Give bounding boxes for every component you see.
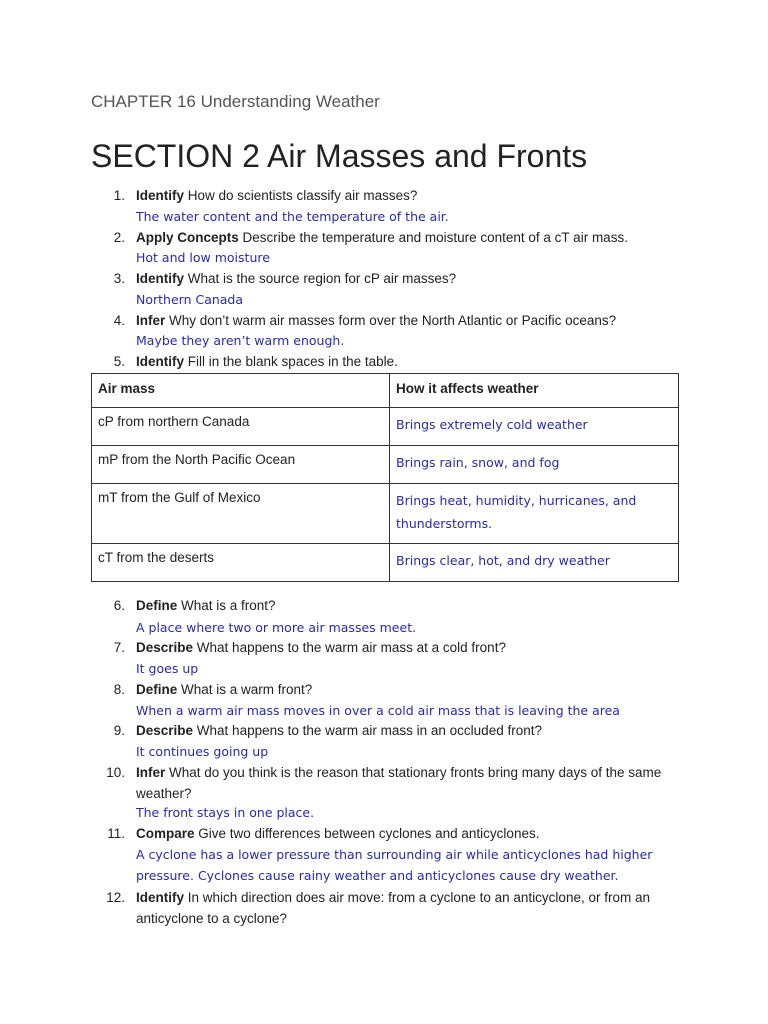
- question-text: Fill in the blank spaces in the table.: [184, 354, 398, 369]
- effect-cell: Brings heat, humidity, hurricanes, and thunderstorms.: [390, 484, 679, 544]
- question-number: 11.: [107, 826, 125, 841]
- answer-10: The front stays in one place.: [136, 805, 315, 820]
- air-mass-cell: cP from northern Canada: [92, 408, 390, 446]
- question-label: Identify: [136, 354, 185, 369]
- question-number: 9.: [113, 723, 125, 738]
- effect-cell: Brings extremely cold weather: [390, 408, 679, 446]
- question-label: Infer: [136, 765, 166, 780]
- question-text: How do scientists classify air masses?: [184, 188, 418, 203]
- table-header-row: [92, 374, 679, 408]
- question-text: What happens to the warm air mass at a cold front?: [193, 640, 506, 655]
- question-label: Define: [136, 598, 178, 613]
- question-text: Give two differences between cyclones and anticyclones.: [194, 826, 540, 841]
- question-label: Identify: [136, 188, 185, 203]
- table-row: [92, 484, 679, 544]
- question-number: 6.: [113, 598, 125, 613]
- question-number: 12.: [106, 890, 125, 905]
- answer-3: Northern Canada: [136, 292, 244, 307]
- question-number: 2.: [113, 230, 125, 245]
- air-mass-cell: cT from the deserts: [92, 544, 390, 582]
- table-row: [92, 544, 679, 582]
- question-text: What is a front?: [177, 598, 276, 613]
- question-text: What is a warm front?: [177, 682, 313, 697]
- section-title: SECTION 2 Air Masses and Fronts: [91, 138, 588, 174]
- answer-6: A place where two or more air masses meet.: [136, 620, 417, 635]
- question-text: What do you think is the reason that stationary fronts bring many days of the same weather?: [136, 765, 662, 801]
- question-number: 8.: [113, 682, 125, 697]
- question-text: Why don’t warm air masses form over the North Atlantic or Pacific oceans?: [165, 313, 617, 328]
- question-text: What is the source region for cP air masses?: [184, 271, 457, 286]
- question-text: Describe the temperature and moisture content of a cT air mass.: [238, 230, 628, 245]
- answer-4: Maybe they aren’t warm enough.: [136, 333, 345, 348]
- answer-11: A cyclone has a lower pressure than surrounding air while anticyclones had higher pressure. Cyclones cause rainy weather and anticyclones cause dry weather.: [136, 847, 653, 883]
- air-mass-table: [91, 373, 679, 582]
- question-label: Describe: [136, 640, 194, 655]
- question-number: 1.: [113, 188, 125, 203]
- effect-cell: Brings clear, hot, and dry weather: [390, 544, 679, 582]
- chapter-title: CHAPTER 16 Understanding Weather: [91, 92, 380, 111]
- table-header-effect: How it affects weather: [390, 374, 679, 408]
- table-header-air-mass: Air mass: [92, 374, 390, 408]
- answer-8: When a warm air mass moves in over a cold air mass that is leaving the area: [136, 703, 620, 718]
- air-mass-cell: mT from the Gulf of Mexico: [92, 484, 390, 544]
- question-label: Identify: [136, 890, 185, 905]
- question-label: Describe: [136, 723, 194, 738]
- question-label: Apply Concepts: [136, 230, 239, 245]
- answer-9: It continues going up: [136, 744, 269, 759]
- table-row: [92, 446, 679, 484]
- answer-1: The water content and the temperature of the air.: [136, 209, 449, 224]
- question-number: 4.: [113, 313, 125, 328]
- question-number: 7.: [113, 640, 125, 655]
- question-label: Identify: [136, 271, 185, 286]
- question-label: Define: [136, 682, 178, 697]
- question-number: 5.: [113, 354, 125, 369]
- question-text: In which direction does air move: from a cyclone to an anticyclone, or from an anticyclone to a cyclone?: [136, 890, 650, 926]
- answer-2: Hot and low moisture: [136, 250, 270, 265]
- air-mass-cell: mP from the North Pacific Ocean: [92, 446, 390, 484]
- effect-cell: Brings rain, snow, and fog: [390, 446, 679, 484]
- question-label: Compare: [136, 826, 195, 841]
- table-row: [92, 408, 679, 446]
- answer-7: It goes up: [136, 661, 199, 676]
- question-number: 3.: [113, 271, 125, 286]
- question-label: Infer: [136, 313, 166, 328]
- question-text: What happens to the warm air mass in an occluded front?: [193, 723, 542, 738]
- question-number: 10.: [106, 765, 125, 780]
